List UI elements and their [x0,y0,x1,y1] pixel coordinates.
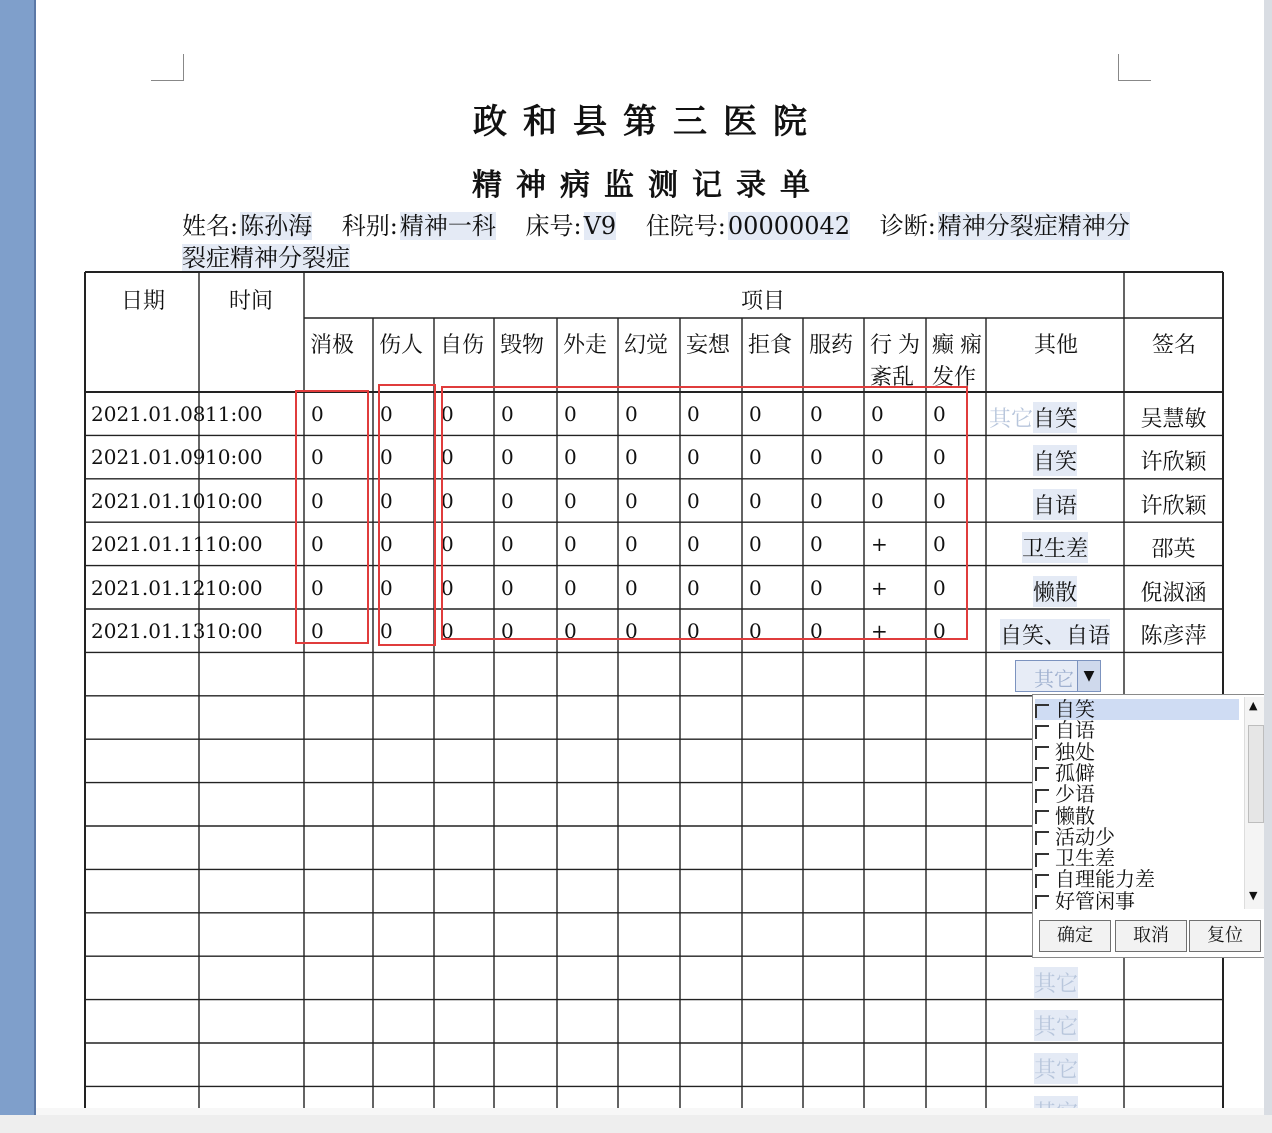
row-value[interactable]: 0 [810,532,823,557]
dropdown-option[interactable] [1035,720,1235,741]
row-value[interactable]: 0 [311,575,324,600]
row-value[interactable]: 0 [441,445,454,470]
row-value[interactable]: 0 [933,575,946,600]
row-value[interactable]: 0 [441,575,454,600]
dropdown-option-label: 自理能力差 [1055,867,1155,892]
dropdown-option[interactable] [1035,739,1235,764]
row-value[interactable]: 0 [311,619,324,643]
row-value[interactable]: 0 [871,402,884,426]
name-label: 姓名: [182,212,239,240]
row-value[interactable]: 0 [871,445,884,470]
hospital-title: 政和县第三医院 [473,102,823,142]
row-value[interactable]: 0 [625,532,638,557]
other-combo[interactable] [1015,660,1101,692]
header-item: 发作 [932,365,977,390]
row-value[interactable]: 0 [749,575,762,600]
row-time: 11:00 [205,402,263,426]
row-value[interactable]: 0 [501,488,514,513]
checkbox-icon[interactable] [1035,831,1049,845]
row-value[interactable]: + [871,575,888,600]
row-sign: 邵英 [1151,537,1196,563]
row-value[interactable]: 0 [380,619,393,643]
row-other[interactable]: 卫生差 [1022,532,1088,563]
header-item: 伤人 [379,333,424,358]
row-value[interactable]: 0 [810,402,823,426]
row-sign: 许欣颖 [1140,450,1207,476]
row-other-placeholder[interactable]: 其它 [1034,1010,1078,1041]
checkbox-icon[interactable] [1035,810,1049,824]
header-item: 妄想 [686,333,731,358]
checkbox-icon[interactable] [1035,746,1049,760]
row-value[interactable]: 0 [625,619,638,643]
checkbox-icon[interactable] [1035,725,1049,739]
row-other-placeholder[interactable]: 其它 [1034,967,1078,998]
row-time: 10:00 [205,488,263,513]
status-strip [0,1115,1272,1133]
header-item: 服药 [809,333,854,358]
row-value[interactable]: 0 [810,488,823,513]
header-item: 拒食 [748,333,793,358]
row-time: 10:00 [205,445,263,470]
row-value[interactable]: 0 [564,575,577,600]
row-value[interactable]: 0 [564,619,577,643]
row-value[interactable]: 0 [810,575,823,600]
row-value[interactable]: + [871,532,888,557]
checkbox-icon[interactable] [1035,895,1049,909]
row-value[interactable]: 0 [933,619,946,643]
patient-diagnosis[interactable]: 精神分裂症精神分裂症精神分裂症 [182,212,1130,272]
row-date: 2021.01.10 [91,488,206,513]
row-value[interactable]: 0 [311,402,324,426]
header-other: 其他 [1034,333,1079,358]
row-sign: 倪淑涵 [1140,580,1207,606]
dropdown-option[interactable] [1035,760,1235,785]
diagnosis-label: 诊断: [879,212,936,240]
row-sign: 吴慧敏 [1140,407,1207,432]
row-value[interactable]: 0 [687,488,700,513]
patient-bed[interactable]: V9 [583,212,617,240]
row-value[interactable]: 0 [871,488,884,513]
row-value[interactable]: 0 [687,532,700,557]
row-value[interactable]: 0 [501,575,514,600]
dropdown-option-label: 自笑 [1055,697,1095,721]
checkbox-icon[interactable] [1035,704,1049,718]
dropdown-option[interactable] [1035,699,1239,720]
row-date: 2021.01.11 [91,532,206,557]
patient-name[interactable]: 陈孙海 [240,212,313,240]
form-title: 精神病监测记录单 [472,168,824,203]
row-other-prefix: 其它 [989,407,1034,432]
row-value[interactable]: 0 [625,402,638,426]
row-other[interactable]: 自笑 [1033,445,1077,476]
row-value[interactable]: 0 [933,488,946,513]
header-date: 日期 [121,289,166,314]
dropdown-option[interactable] [1035,869,1235,890]
triangle-down-icon[interactable]: ▼ [1077,661,1100,691]
row-date: 2021.01.13 [91,619,206,643]
annotation-box-items [441,386,968,640]
ok-button[interactable]: 确定 [1039,920,1111,952]
row-value[interactable]: 0 [564,488,577,513]
other-dropdown [1032,694,1264,958]
dropdown-option[interactable] [1035,784,1235,805]
checkbox-icon[interactable] [1035,874,1049,888]
dropdown-option-label: 好管闲事 [1055,888,1135,913]
header-sign: 签名 [1152,333,1197,358]
row-value[interactable]: 0 [687,445,700,470]
row-value[interactable]: 0 [749,619,762,643]
row-value[interactable]: 0 [749,488,762,513]
row-sign: 陈彦萍 [1140,624,1207,649]
dept-label: 科别: [341,212,398,240]
dropdown-option-label: 卫生差 [1055,846,1115,871]
row-value[interactable]: 0 [933,402,946,426]
row-other[interactable]: 自笑 [1033,402,1077,433]
dropdown-option-label: 孤僻 [1055,760,1095,785]
row-time: 10:00 [205,532,263,557]
dropdown-option-label: 自语 [1055,718,1095,743]
row-value[interactable]: 0 [749,402,762,426]
patient-admission[interactable]: 00000042 [727,212,851,240]
dropdown-option[interactable] [1035,848,1235,869]
checkbox-icon[interactable] [1035,789,1049,803]
row-value[interactable]: 0 [311,488,324,513]
row-time: 10:00 [205,619,263,643]
row-value[interactable]: 0 [564,445,577,470]
row-value[interactable]: 0 [441,488,454,513]
header-item: 消极 [310,333,355,358]
row-value[interactable]: 0 [625,488,638,513]
dropdown-scrollbar[interactable] [1244,697,1264,909]
row-value[interactable]: 0 [380,488,393,513]
dropdown-option[interactable] [1035,803,1235,828]
reset-button[interactable]: 复位 [1189,920,1261,952]
row-value[interactable]: 0 [933,532,946,557]
row-value[interactable]: 0 [933,445,946,470]
cancel-button[interactable]: 取消 [1115,920,1187,952]
header-items: 项目 [741,289,786,314]
scroll-thumb[interactable] [1248,725,1264,823]
admission-label: 住院号: [645,212,726,240]
header-item: 自伤 [440,333,485,358]
annotation-box-harm [378,384,436,646]
window-left-edge [0,0,34,1115]
row-value[interactable]: 0 [687,402,700,426]
row-value[interactable]: 0 [687,575,700,600]
row-value[interactable]: 0 [501,445,514,470]
row-value[interactable]: + [871,619,888,643]
row-value[interactable]: 0 [625,445,638,470]
checkbox-icon[interactable] [1035,853,1049,867]
dropdown-option-label: 独处 [1055,739,1095,764]
row-value[interactable]: 0 [501,532,514,557]
row-date: 2021.01.12 [91,575,206,600]
row-value[interactable]: 0 [687,619,700,643]
row-value[interactable]: 0 [311,445,324,470]
row-value[interactable]: 0 [749,445,762,470]
row-value[interactable]: 0 [441,532,454,557]
row-sign: 许欣颖 [1140,493,1207,519]
header-item: 外走 [563,333,608,358]
dropdown-option[interactable] [1035,888,1235,913]
dropdown-option-label: 懒散 [1055,803,1095,828]
row-value[interactable]: 0 [441,619,454,643]
checkbox-icon[interactable] [1035,767,1049,781]
row-value[interactable]: 0 [380,445,393,470]
bed-label: 床号: [525,212,582,240]
row-other[interactable]: 懒散 [1033,576,1077,607]
row-value[interactable]: 0 [380,532,393,557]
row-other[interactable]: 自语 [1033,489,1077,520]
row-value[interactable]: 0 [810,445,823,470]
row-value[interactable]: 0 [564,402,577,426]
triangle-up-icon[interactable]: ▲ [1249,699,1258,712]
row-value[interactable]: 0 [380,575,393,600]
annotation-box-negative [295,390,369,644]
header-item: 紊乱 [870,365,915,390]
row-other[interactable]: 自笑、自语 [1000,619,1110,650]
document-page [34,0,1264,1115]
page-bottom [36,1108,1264,1115]
row-value[interactable]: 0 [311,532,324,557]
dropdown-option-label: 活动少 [1055,824,1115,849]
header-item: 幻觉 [624,333,669,358]
row-value[interactable]: 0 [501,402,514,426]
row-value[interactable]: 0 [810,619,823,643]
row-value[interactable]: 0 [625,575,638,600]
row-other-placeholder[interactable]: 其它 [1034,1053,1078,1084]
dropdown-option-label: 少语 [1055,782,1095,807]
patient-dept[interactable]: 精神一科 [399,212,496,240]
row-date: 2021.01.08 [91,402,206,426]
header-item: 癫痫 [932,333,989,358]
row-value[interactable]: 0 [564,532,577,557]
other-combo-value: 其它 [1034,667,1074,691]
row-value[interactable]: 0 [441,402,454,426]
header-item: 毁物 [500,333,545,358]
row-value[interactable]: 0 [380,402,393,426]
row-value[interactable]: 0 [501,619,514,643]
header-item: 行为 [870,333,927,358]
triangle-down-icon[interactable]: ▼ [1249,889,1258,902]
dropdown-option[interactable] [1035,824,1235,849]
row-value[interactable]: 0 [749,532,762,557]
row-time: 10:00 [205,575,263,600]
header-time: 时间 [229,289,274,314]
row-date: 2021.01.09 [91,445,206,470]
